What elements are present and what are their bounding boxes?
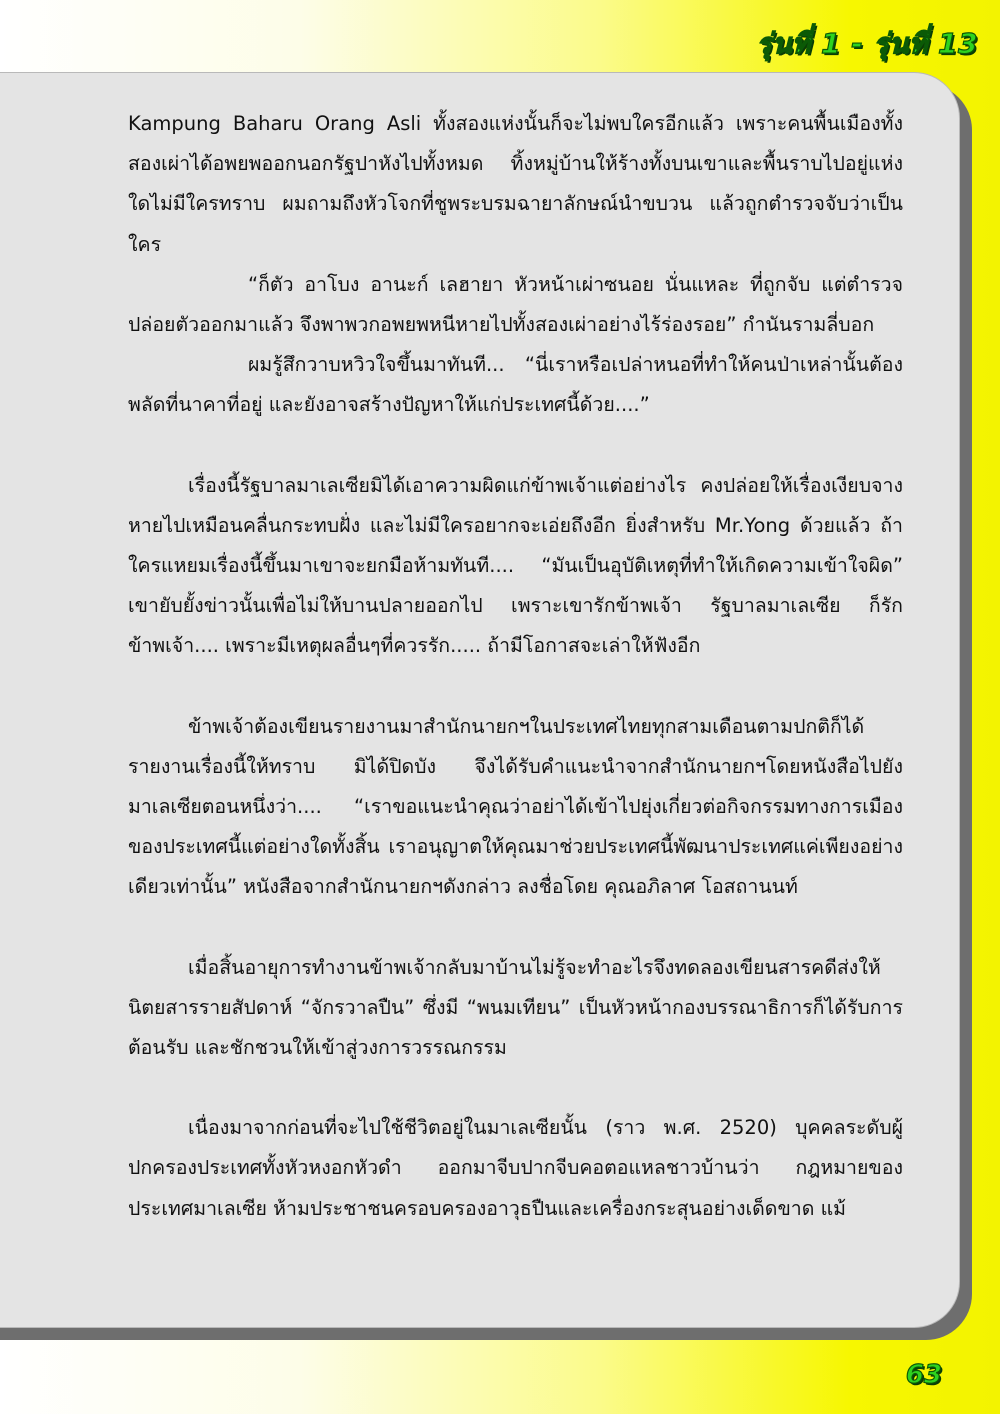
paragraph: ผมรู้สึกวาบหวิวใจขึ้นมาทันที... “นี่เราหรือเปล่าหนอที่ทำให้คนป่าเหล่านั้นต้องพลัดที่นาคาที่อยู่ และยังอาจสร้างปัญหาให้แก่ประเทศนี้ด้วย....” (128, 353, 903, 417)
paragraph: Kampung Baharu Orang Asli ทั้งสองแห่งนั้นก็จะไม่พบใครอีกแล้ว เพราะคนพื้นเมืองทั้งสองเผ่าได้อพยพออกนอกรัฐปาหังไปทั้งหมด ทิ้งหมู่บ้านให้ร้างทั้งบนเขาและพื้นราบไปอยู่แห่งใดไม่มีใครทราบ ผมถามถึงหัวโจกที่ชูพระบรมฉายาลักษณ์นำขบวน แล้วถูกตำรวจจับว่าเป็นใคร (128, 112, 903, 256)
paragraph: ข้าพเจ้าต้องเขียนรายงานมาสำนักนายกฯในประเทศไทยทุกสามเดือนตามปกติก็ได้รายงานเรื่องนี้ให้ทราบ มิได้ปิดบัง จึงได้รับคำแนะนำจากสำนักนายกฯโดยหนังสือไปยังมาเลเซียตอนหนึ่งว่า.... “เราขอแนะนำคุณว่าอย่าได้เข้าไปยุ่งเกี่ยวต่อกิจกรรมทางการเมืองของประเทศนี้แต่อย่างใดทั้งสิ้น เราอนุญาตให้คุณมาช่วยประเทศนี้พัฒนาประเทศแค่เพียงอย่างเดียวเท่านั้น” หนังสือจากสำนักนายกฯดังกล่าว ลงชื่อโดย คุณอภิลาศ โอสถานนท์ (128, 714, 903, 899)
paragraph-spacer (128, 1068, 903, 1108)
paragraph: เนื่องมาจากก่อนที่จะไปใช้ชีวิตอยู่ในมาเลเซียนั้น (ราว พ.ศ. 2520) บุคคลระดับผู้ปกครองประเทศทั้งหัวหงอกหัวดำ ออกมาจีบปากจีบคอตอแหลชาวบ้านว่า กฎหมายของประเทศมาเลเซีย ห้ามประชาชนครอบครองอาวุธปืนและเครื่องกระสุนอย่างเด็ดขาด แม้ (128, 1116, 903, 1220)
paragraph: เรื่องนี้รัฐบาลมาเลเซียมิได้เอาความผิดแก่ข้าพเจ้าแต่อย่างไร คงปล่อยให้เรื่องเงียบจางหายไปเหมือนคลื่นกระทบฝั่ง และไม่มีใครอยากจะเอ่ยถึงอีก ยิ่งสำหรับ Mr.Yong ด้วยแล้ว ถ้าใครแหยมเรื่องนี้ขึ้นมาเขาจะยกมือห้ามทันที.... “มันเป็นอุบัติเหตุที่ทำให้เกิดความเข้าใจผิด” เขายับยั้งข่าวนั้นเพื่อไม่ให้บานปลายออกไป เพราะเขารักข้าพเจ้า รัฐบาลมาเลเซีย ก็รักข้าพเจ้า.... เพราะมีเหตุผลอื่นๆที่ควรรัก..... ถ้ามีโอกาสจะเล่าให้ฟังอีก (128, 473, 903, 658)
paragraph-spacer (128, 426, 903, 466)
article-body (128, 104, 903, 1229)
paragraph: “ก็ตัว อาโบง อานะก์ เลฮายา หัวหน้าเผ่าซนอย นั่นแหละ ที่ถูกจับ แต่ตำรวจปล่อยตัวออกมาแล้ว จึงพาพวกอพยพหนีหายไปทั้งสองเผ่าอย่างไร้ร่องรอย” กำนันรามลี่บอก (128, 272, 903, 337)
paragraph: เมื่อสิ้นอายุการทำงานข้าพเจ้ากลับมาบ้านไม่รู้จะทำอะไรจึงทดลองเขียนสารคดีส่งให้นิตยสารรายสัปดาห์ “จักรวาลปืน” ซึ่งมี “พนมเทียน” เป็นหัวหน้ากองบรรณาธิการก็ได้รับการต้อนรับ และชักชวนให้เข้าสู่วงการวรรณกรรม (128, 955, 903, 1060)
section-title: รุ่นที่ 1 - รุ่นที่ 13 (756, 27, 978, 60)
paragraph-spacer (128, 908, 903, 948)
page-number: 63 (905, 1360, 942, 1390)
paragraph-spacer (128, 667, 903, 707)
